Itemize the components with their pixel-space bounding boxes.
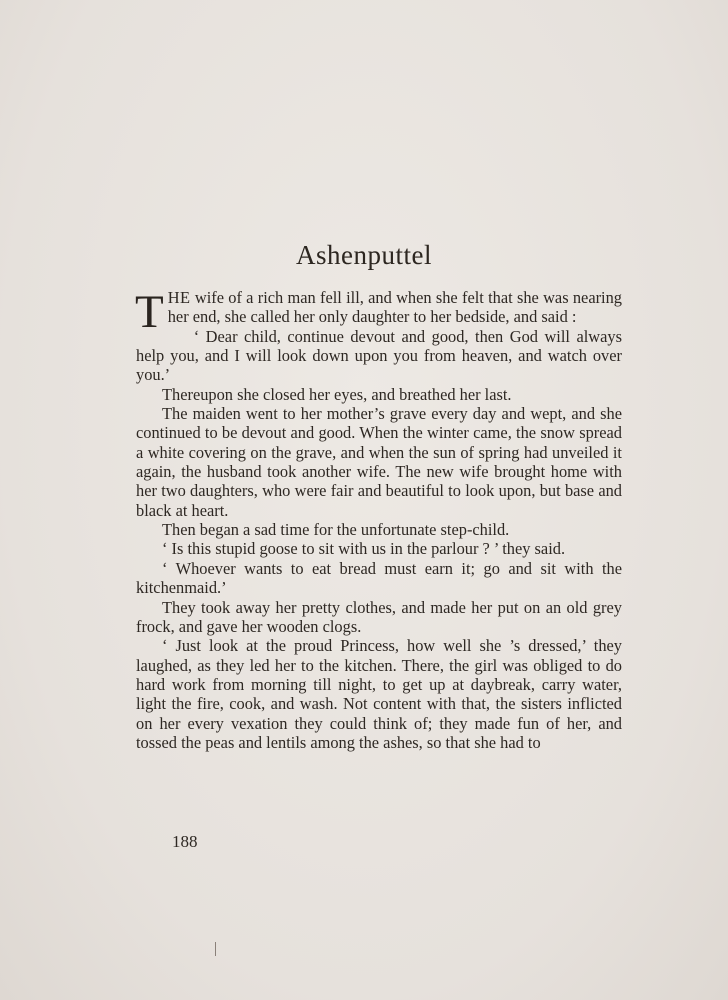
opening-smallcaps: HE (167, 288, 191, 307)
paragraph: The maiden went to her mother’s grave every day and wept, and she continued to be devout and good. When the winter came, the snow spread a white covering on the grave, and when the sun of spring had unveiled it again, the husband took another wife. The new wife brought home with her two daughters, who were fair and beautiful to look upon, but base and black at heart. (136, 404, 622, 520)
paragraph: ‘ Is this stupid goose to sit with us in the parlour ? ’ they said. (162, 539, 566, 559)
paragraph: ‘ Just look at the proud Princess, how well she ’s dressed,’ they laughed, as they led her to the kitchen. There, the girl was obliged to do hard work from morning till night, to get up at daybreak, carry water, light the fire, cook, and wash. Not content with that, the sisters inflicted on her every vexation they could think of; they made fun of her, and tossed the peas and lentils among the ashes, so that she had to (136, 636, 622, 752)
page-number: 188 (172, 832, 198, 851)
body-text (136, 288, 622, 752)
paragraph: ‘ Dear child, continue devout and good, then God will always help you, and I will look down upon you from heaven, and watch over you.’ (136, 326, 622, 385)
paragraph: ‘ Whoever wants to eat bread must earn it; go and sit with the kitchenmaid.’ (136, 558, 622, 598)
paragraph: They took away her pretty clothes, and made her put on an old grey frock, and gave her wooden clogs. (136, 597, 622, 636)
paragraph: Thereupon she closed her eyes, and breathed her last. (162, 384, 512, 404)
chapter-title: Ashenputtel (296, 240, 432, 270)
paragraph-text: wife of a rich man fell ill, and when she felt that she was nearing her end, she called her only daughter to her bedside, and said : (167, 288, 622, 327)
drop-cap: T (135, 286, 164, 338)
paragraph: Then began a sad time for the unfortunate step-child. (162, 520, 510, 540)
paper-mark (215, 942, 216, 956)
paragraph-opening (135, 286, 622, 338)
